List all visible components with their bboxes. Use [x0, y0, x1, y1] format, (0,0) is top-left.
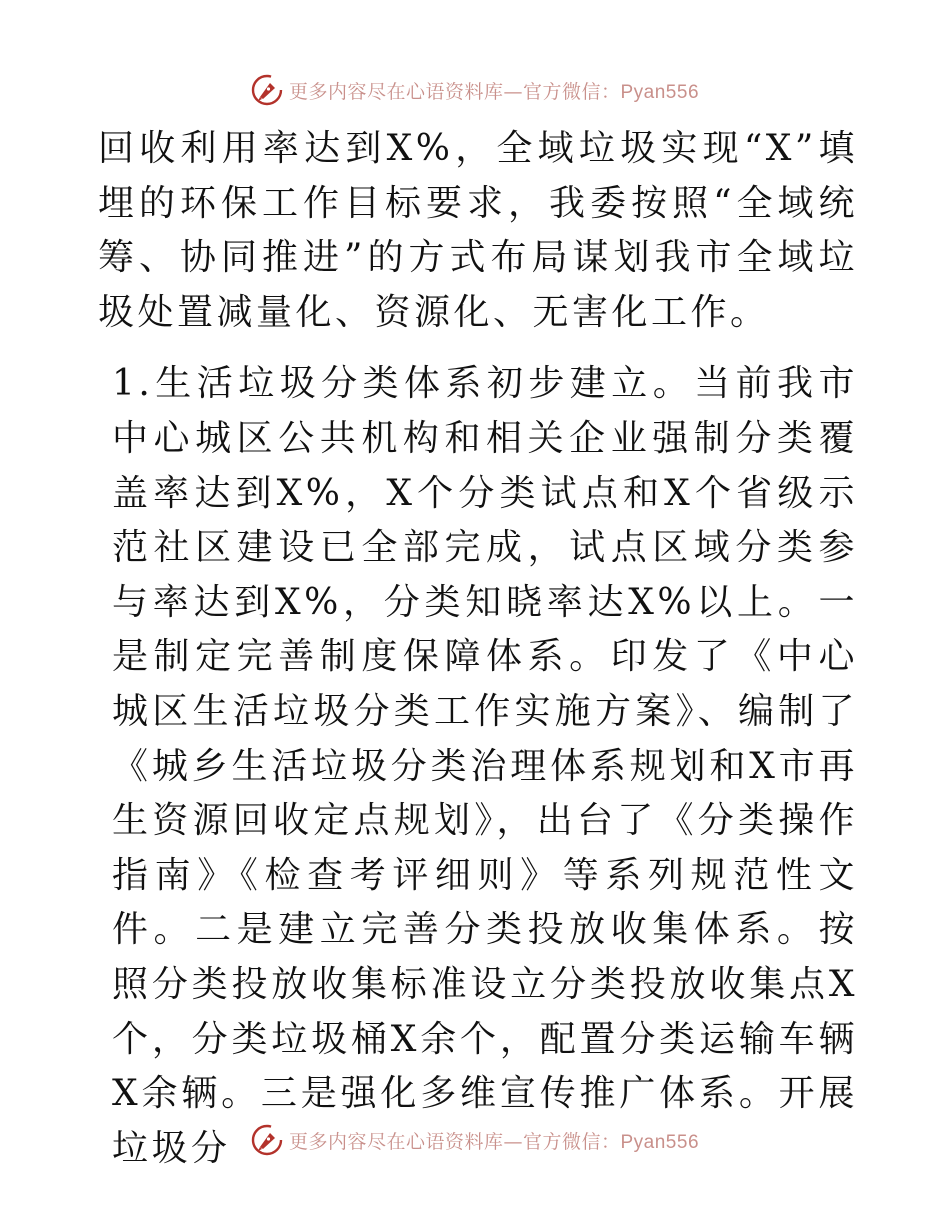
pen-nib-logo-icon: [251, 1124, 283, 1156]
header-watermark: [0, 72, 950, 108]
watermark-wechat-id: Pyan556: [620, 1131, 700, 1153]
watermark-text: 更多内容尽在心语资料库—官方微信：Pyan556: [288, 1130, 700, 1153]
footer-watermark: [0, 1122, 950, 1158]
watermark-text: 更多内容尽在心语资料库—官方微信：Pyan556: [288, 80, 700, 103]
paragraph-2: 1.生活垃圾分类体系初步建立。当前我市中心城区公共机构和相关企业强制分类覆盖率达到X%，X个分类试点和X个省级示范社区建设已全部完成，试点区域分类参与率达到X%，分类知晓率达X%以上。一是制定完善制度保障体系。印发了《中心城区生活垃圾分类工作实施方案》、编制了《城乡生活垃圾分类治理体系规划和X市再生资源回收定点规划》，出台了《分类操作指南》《检查考评细则》等系列规范性文件。二是建立完善分类投放收集体系。按照分类投放收集标准设立分类投放收集点X个，分类垃圾桶X余个，配置分类运输车辆X余辆。三是强化多维宣传推广体系。开展垃圾分: [112, 363, 858, 1169]
document-body: [98, 122, 858, 1176]
watermark-wechat-id: Pyan556: [620, 81, 700, 103]
pen-nib-logo-icon: [251, 74, 283, 106]
paragraph-1: 回收利用率达到X%，全域垃圾实现“X”填埋的环保工作目标要求，我委按照“全域统筹、协同推进”的方式布局谋划我市全域垃圾处置减量化、资源化、无害化工作。: [98, 128, 858, 333]
